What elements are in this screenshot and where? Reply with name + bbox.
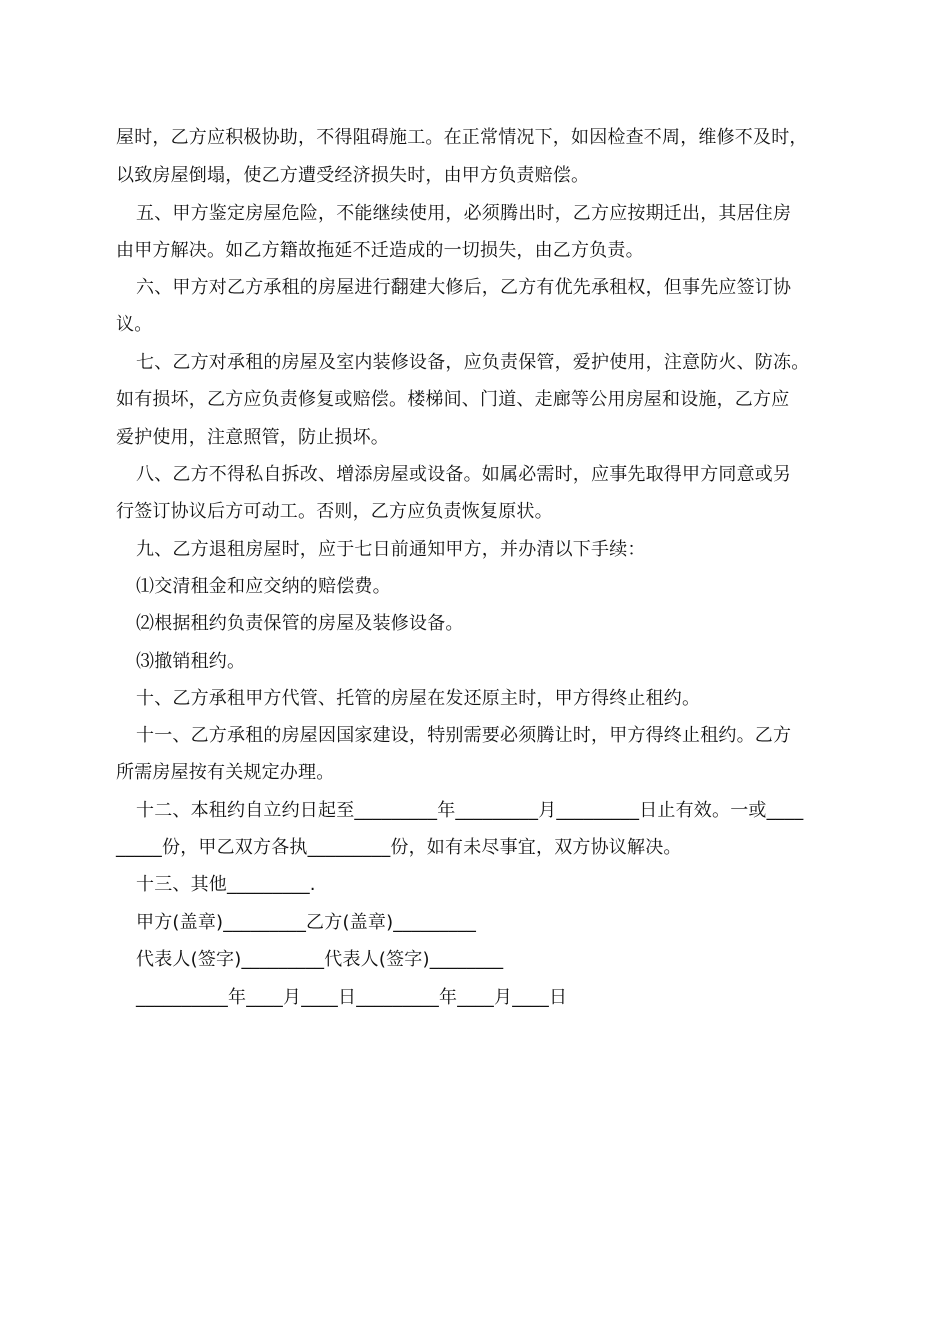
text-line: 屋时，乙方应积极协助，不得阻碍施工。在正常情况下，如因检查不周，维修不及时， — [116, 127, 808, 148]
clause-10-line: 十、乙方承租甲方代管、托管的房屋在发还原主时，甲方得终止租约。 — [136, 688, 701, 709]
clause-8-line: 八、乙方不得私自拆改、增添房屋或设备。如属必需时，应事先取得甲方同意或另 — [136, 464, 792, 485]
clause-5-line: 五、甲方鉴定房屋危险，不能继续使用，必须腾出时，乙方应按期迁出，其居住房 — [136, 203, 792, 224]
signature-representative-line: 代表人(签字)_________代表人(签字)________ — [136, 949, 504, 970]
text-line: 由甲方解决。如乙方籍故拖延不迁造成的一切损失，由乙方负责。 — [116, 240, 644, 261]
text-line: 议。 — [116, 314, 153, 335]
signature-party-line: 甲方(盖章)_________乙方(盖章)_________ — [136, 912, 477, 933]
text-line: 爱护使用，注意照管，防止损坏。 — [116, 427, 389, 448]
clause-9-line: 九、乙方退租房屋时，应于七日前通知甲方，并办清以下手续： — [136, 539, 646, 560]
clause-12-line: 十二、本租约自立约日起至_________年_________月_________日止有效。一或____ — [136, 800, 804, 821]
clause-13-line: 十三、其他_________. — [136, 874, 316, 895]
list-item-3: ⑶撤销租约。 — [136, 651, 246, 672]
text-line: _____份，甲乙双方各执_________份，如有未尽事宜，双方协议解决。 — [116, 837, 682, 858]
clause-6-line: 六、甲方对乙方承租的房屋进行翻建大修后，乙方有优先承租权，但事先应签订协 — [136, 277, 792, 298]
text-line: 以致房屋倒塌，使乙方遭受经济损失时，由甲方负责赔偿。 — [116, 165, 590, 186]
list-item-2: ⑵根据租约负责保管的房屋及装修设备。 — [136, 613, 464, 634]
list-item-1: ⑴交清租金和应交纳的赔偿费。 — [136, 576, 391, 597]
clause-11-line: 十一、乙方承租的房屋因国家建设，特别需要必须腾让时，甲方得终止租约。乙方 — [136, 725, 792, 746]
signature-date-line: __________年____月____日_________年____月____日 — [136, 987, 568, 1008]
text-line: 行签订协议后方可动工。否则，乙方应负责恢复原状。 — [116, 501, 553, 522]
text-line: 所需房屋按有关规定办理。 — [116, 762, 335, 783]
text-line: 如有损坏，乙方应负责修复或赔偿。楼梯间、门道、走廊等公用房屋和设施，乙方应 — [116, 389, 790, 410]
clause-7-line: 七、乙方对承租的房屋及室内装修设备，应负责保管，爱护使用，注意防火、防冻。 — [136, 352, 810, 373]
